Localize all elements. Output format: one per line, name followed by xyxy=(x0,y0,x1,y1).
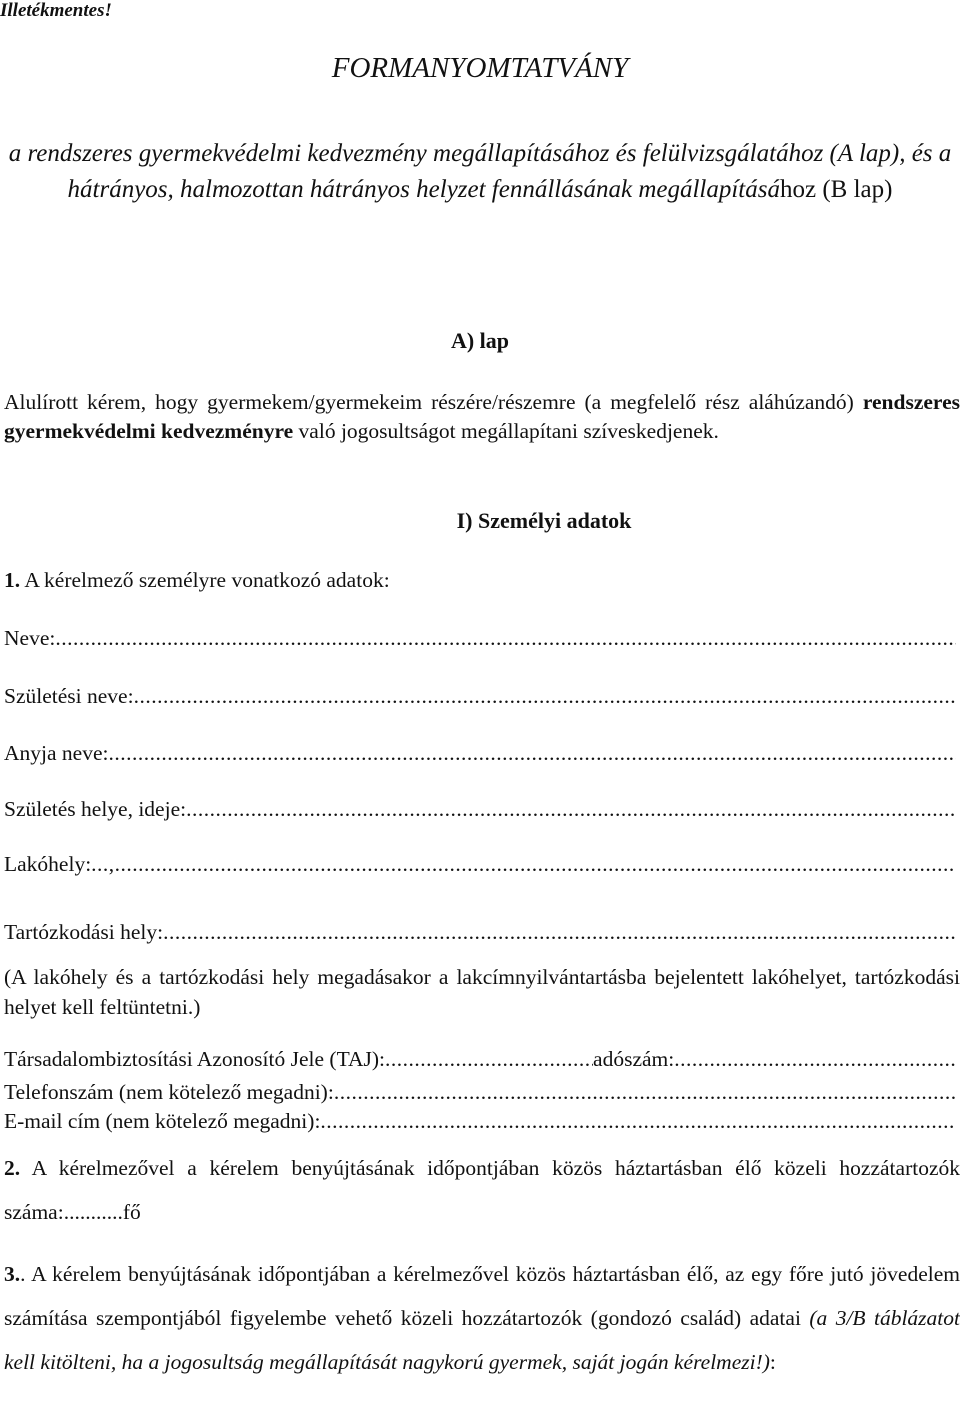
tax-label: adószám: xyxy=(593,1047,675,1071)
item-3-end: : xyxy=(769,1350,776,1374)
birth-name-dots[interactable] xyxy=(134,684,956,709)
mother-name-label: Anyja neve: xyxy=(4,741,109,765)
birth-name-field[interactable] xyxy=(4,684,956,709)
fee-exempt-note: Illetékmentes! xyxy=(0,0,112,21)
mother-name-field[interactable] xyxy=(4,741,956,766)
intro-paragraph xyxy=(4,388,960,446)
email-field[interactable] xyxy=(4,1109,956,1134)
tax-dots[interactable] xyxy=(674,1047,956,1072)
residence-comma: ..., xyxy=(91,852,115,876)
stay-place-field[interactable] xyxy=(4,920,956,945)
section-title: I) Személyi adatok xyxy=(456,508,632,533)
residence-field[interactable] xyxy=(4,852,956,877)
stay-place-dots[interactable] xyxy=(163,920,956,945)
intro-text-2: való jogosultságot megállapítani szíveskedjenek. xyxy=(293,419,719,443)
taj-label: Társadalombiztosítási Azonosító Jele (TAJ): xyxy=(4,1047,386,1071)
intro-text-1: Alulírott kérem, hogy gyermekem/gyermekeim részére/részemre (a megfelelő rész aláhúzandó) xyxy=(4,390,863,414)
item-2-text: A kérelmezővel a kérelem benyújtásának időpontjában közös háztartásban élő közeli hozzátartozók száma: xyxy=(4,1156,960,1224)
mother-name-dots[interactable] xyxy=(108,741,956,766)
name-label: Neve: xyxy=(4,626,56,650)
subsection-1-number: 1. xyxy=(4,568,21,592)
sheet-label: A) lap xyxy=(450,328,510,353)
residence-dots[interactable] xyxy=(115,852,956,877)
name-dots[interactable] xyxy=(55,626,956,651)
item-2-paragraph xyxy=(4,1146,960,1234)
item-3-number: 3. xyxy=(4,1262,21,1286)
birth-place-date-dots[interactable] xyxy=(186,797,956,822)
birth-name-label: Születési neve: xyxy=(4,684,134,708)
form-title: FORMANYOMTATVÁNY xyxy=(331,52,629,84)
subtitle-normal: hoz (B lap) xyxy=(779,176,893,203)
subtitle-italic: a rendszeres gyermekvédelmi kedvezmény megállapításához és felülvizsgálatához (A lap), és a hátrányos, halmozottan hátrányos helyzet fennállásának megállapításá xyxy=(8,140,952,203)
address-note: (A lakóhely és a tartózkodási hely megadásakor a lakcímnyilvántartásba bejelentett lakóhelyet, tartózkodási helyet kell feltüntetni.) xyxy=(4,965,960,1019)
email-label: E-mail cím (nem kötelező megadni): xyxy=(4,1109,321,1133)
phone-dots[interactable] xyxy=(334,1080,956,1105)
item-3-text: . A kérelem benyújtásának időpontjában a kérelmezővel közös háztartásban élő, az egy főre jutó jövedelem számítása szempontjából figyelembe vehető közeli hozzátartozók (gondozó család) adatai xyxy=(4,1262,960,1330)
taj-dots[interactable] xyxy=(385,1047,593,1072)
form-subtitle xyxy=(0,136,960,208)
birth-place-date-label: Születés helye, ideje: xyxy=(4,797,187,821)
item-3-paragraph xyxy=(4,1252,960,1384)
item-3-italic: (a 3/B táblázatot kell kitölteni, ha a jogosultság megállapítását nagykorú gyermek, saját jogán kérelmezi!) xyxy=(4,1306,960,1374)
intro-bold: rendszeres gyermekvédelmi kedvezményre xyxy=(4,390,960,443)
residence-label: Lakóhely: xyxy=(4,852,92,876)
item-2-unit: fő xyxy=(122,1200,141,1224)
birth-place-date-field[interactable] xyxy=(4,797,956,822)
subsection-1-label: A kérelmező személyre vonatkozó adatok: xyxy=(20,568,390,592)
item-2-dots[interactable]: ........... xyxy=(63,1200,123,1224)
name-field[interactable] xyxy=(4,626,956,651)
subsection-1-heading xyxy=(4,568,390,593)
phone-field[interactable] xyxy=(4,1080,956,1105)
email-dots[interactable] xyxy=(320,1109,956,1134)
item-2-number: 2. xyxy=(4,1156,21,1180)
taj-tax-field[interactable] xyxy=(4,1047,956,1072)
stay-place-label: Tartózkodási hely: xyxy=(4,920,164,944)
phone-label: Telefonszám (nem kötelező megadni): xyxy=(4,1080,334,1104)
